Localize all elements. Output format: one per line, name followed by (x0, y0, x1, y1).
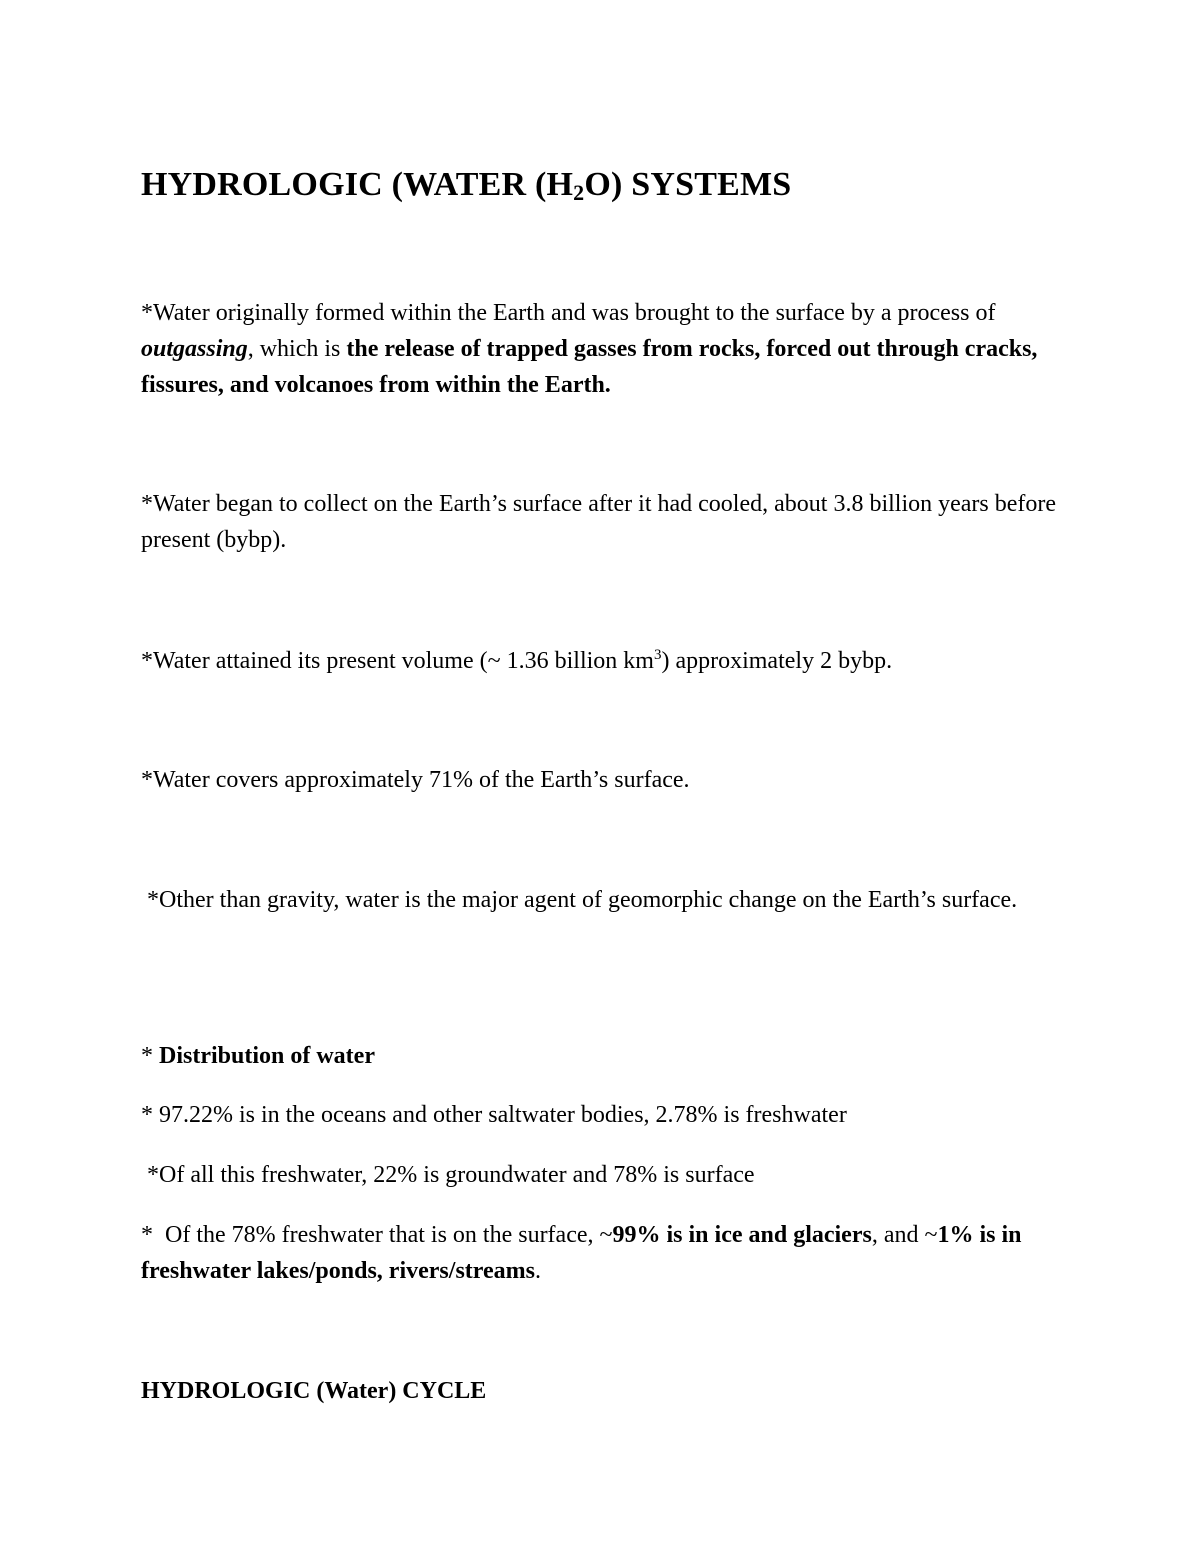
distribution-heading (141, 1038, 375, 1074)
distribution-heading-text: Distribution of water (159, 1043, 375, 1069)
title-text-before-subscript: HYDROLOGIC (WATER (H (141, 166, 574, 203)
section-heading: HYDROLOGIC (Water) CYCLE (141, 1378, 487, 1404)
title-subscript: 2 (573, 180, 585, 205)
outgassing-term: outgassing (141, 336, 248, 362)
outgassing-connector: , which is (247, 336, 347, 362)
volume-text-b: ) approximately 2 bybp. (661, 648, 893, 674)
outgassing-intro: *Water originally formed within the Earth and was brought to the surface by a process of (141, 300, 996, 326)
paragraph-geomorphic-change: *Other than gravity, water is the major agent of geomorphic change on the Earth’s surface. (141, 887, 1018, 913)
surface-text-c: . (534, 1258, 541, 1284)
page-title (141, 166, 791, 206)
surface-bold-lakes: 1% is in freshwater lakes/ponds, rivers/streams (141, 1222, 1028, 1284)
surface-text-b: , and ~ (871, 1222, 938, 1248)
paragraph-water-coverage: *Water covers approximately 71% of the Earth’s surface. (141, 767, 690, 793)
paragraph-outgassing (141, 295, 1071, 403)
volume-superscript: 3 (653, 647, 662, 663)
distribution-item-surface (141, 1217, 1061, 1289)
paragraph-water-collection: *Water began to collect on the Earth’s surface after it had cooled, about 3.8 billion years before present (bybp). (141, 491, 1057, 553)
paragraph-water-volume (141, 643, 892, 679)
surface-bold-ice: 99% is in ice and glaciers (612, 1222, 872, 1248)
outgassing-definition: the release of trapped gasses from rocks, forced out through cracks, fissures, and volcanoes from within the Earth. (141, 336, 1038, 398)
distribution-item-freshwater: *Of all this freshwater, 22% is groundwater and 78% is surface (141, 1162, 755, 1188)
volume-text-a: *Water attained its present volume (~ 1.36 billion km (141, 648, 654, 674)
title-text-after-subscript: O) SYSTEMS (584, 166, 792, 203)
surface-text-a: * Of the 78% freshwater that is on the surface, ~ (141, 1222, 613, 1248)
distribution-item-oceans: * 97.22% is in the oceans and other saltwater bodies, 2.78% is freshwater (141, 1102, 847, 1128)
distribution-prefix: * (141, 1043, 159, 1069)
